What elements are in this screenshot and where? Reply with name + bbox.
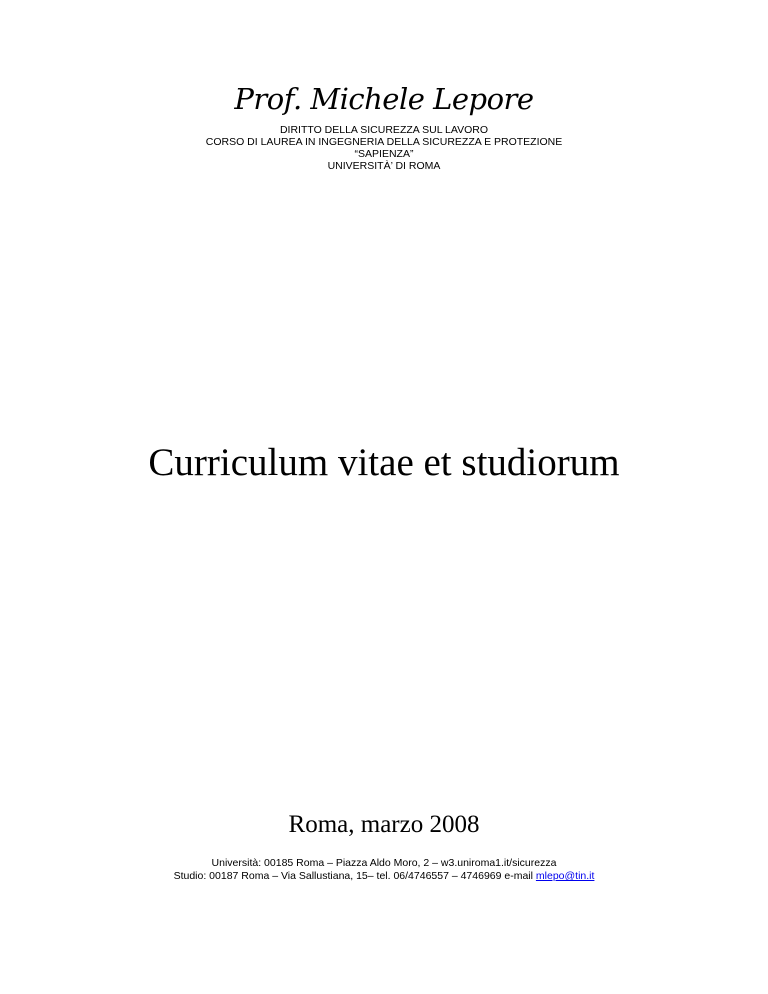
email-link[interactable]: mlepo@tin.it: [535, 870, 595, 882]
contact-footer: [0, 857, 768, 883]
affiliation-line-course: DIRITTO DELLA SICUREZZA SUL LAVORO: [279, 124, 489, 136]
affiliation-line-university: UNIVERSITÀ’ DI ROMA: [327, 160, 441, 172]
footer-studio-line: [0, 870, 768, 883]
affiliation-line-sapienza: “SAPIENZA”: [354, 148, 414, 160]
affiliation-block: [0, 124, 768, 172]
author-signature: Prof. Michele Lepore: [234, 82, 534, 116]
affiliation-line-degree: CORSO DI LAUREA IN INGEGNERIA DELLA SICUREZZA E PROTEZIONE: [205, 136, 563, 148]
footer-university-line: Università: 00185 Roma – Piazza Aldo Moro, 2 – w3.uniroma1.it/sicurezza: [211, 857, 557, 869]
place-date: Roma, marzo 2008: [288, 811, 480, 838]
footer-studio-text: Studio: 00187 Roma – Via Sallustiana, 15– tel. 06/4746557 – 4746969 e-mail: [173, 870, 536, 882]
document-title: Curriculum vitae et studiorum: [148, 441, 620, 484]
